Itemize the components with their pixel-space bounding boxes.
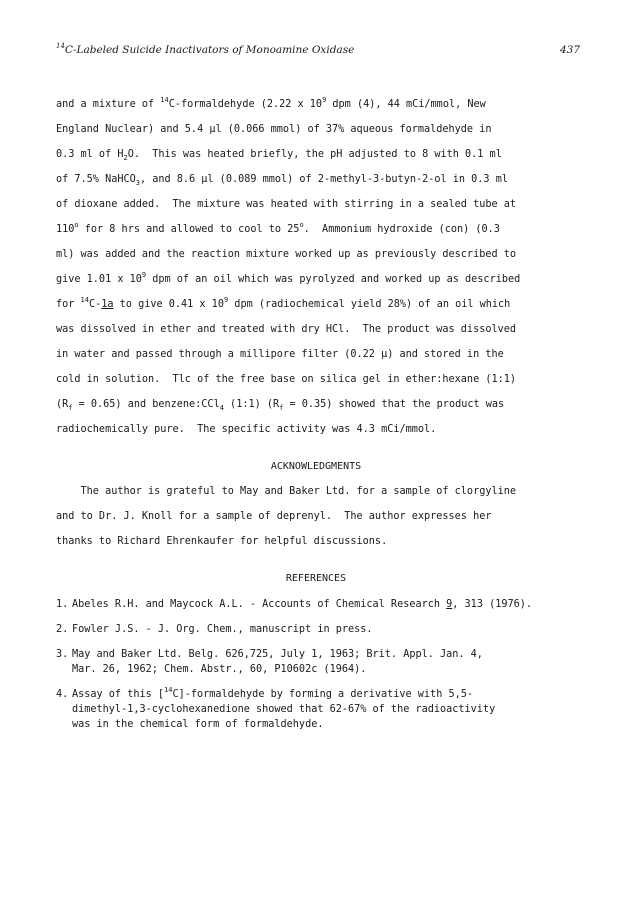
text-line: and a mixture of $^{14}$C-formaldehyde (2.22 x $10^9$ dpm (4), 44 mCi/mmol, New [56,96,486,110]
acknowledgments-paragraph [56,479,576,554]
text-line: of dioxane added. The mixture was heated with stirring in a sealed tube at [56,199,517,210]
text-line: of 7.5% NaHCO$_3$, and 8.6 µl (0.089 mmol) of 2-methyl-3-butyn-2-ol in 0.3 ml [56,174,508,187]
reference-number: 3. [56,649,69,660]
reference-number: 4. [56,689,69,700]
acknowledgments-heading: ACKNOWLEDGMENTS [270,461,362,472]
experimental-paragraph [56,92,576,442]
text-line: radiochemically pure. The specific activity was 4.3 mCi/mmol. [56,424,437,435]
reference-item [56,647,576,677]
references-list [56,597,576,732]
text-line: 0.3 ml of $H_2O$. This was heated briefly, the pH adjusted to 8 with 0.1 ml [56,149,502,162]
page-number: 437 [559,44,580,56]
running-title-text: C-Labeled Suicide Inactivators of Monoamine Oxidase [64,44,355,56]
text-line: thanks to Richard Ehrenkaufer for helpful discussions. [56,536,388,547]
text-line: The author is grateful to May and Baker Ltd. for a sample of clorgyline [56,486,517,497]
reference-item [56,687,576,732]
reference-text: Assay of this [$^{14}$C]-formaldehyde by forming a derivative with 5,5- dimethyl-1,3-cyclohexanedione showed that 62-67% of the radioactivity was in the chemical form of formaldehyde. [72,686,496,730]
reference-text: Fowler J.S. - J. Org. Chem., manuscript in press. [72,624,373,635]
text-line: for $^{14}$C-1a to give 0.41 x $10^9$ dpm (radiochemical yield 28%) of an oil which [56,296,511,310]
text-line: give 1.01 x $10^9$ dpm of an oil which was pyrolyzed and worked up as described [56,271,521,285]
text-line: ml) was added and the reaction mixture worked up as previously described to [56,249,517,260]
running-title [56,44,354,56]
isotope-superscript: 14 [56,42,65,50]
page-body [56,92,576,742]
running-header [56,44,580,64]
reference-item [56,597,576,612]
text-line: England Nuclear) and 5.4 µl (0.066 mmol) of 37% aqueous formaldehyde in [56,124,492,135]
reference-number: 1. [56,599,69,610]
references-heading: REFERENCES [285,573,347,584]
reference-number: 2. [56,624,69,635]
text-line: 110$^o$ for 8 hrs and allowed to cool to 25$^o$. Ammonium hydroxide (con) (0.3 [56,221,500,235]
text-line: cold in solution. Tlc of the free base on silica gel in ether:hexane (1:1) [56,374,517,385]
text-line: $(R_f = 0.65)$ and benzene:CCl$_4$ (1:1) $(R_f = 0.35)$ showed that the product was [56,399,505,412]
reference-text: May and Baker Ltd. Belg. 626,725, July 1, 1963; Brit. Appl. Jan. 4, Mar. 26, 1962; Chem. Abstr., 60, P10602c (1964). [72,649,483,675]
text-line: and to Dr. J. Knoll for a sample of deprenyl. The author expresses her [56,511,492,522]
text-line: was dissolved in ether and treated with dry HCl. The product was dissolved [56,324,517,335]
reference-text: Abeles R.H. and Maycock A.L. - Accounts of Chemical Research 9, 313 (1976). [72,599,533,610]
text-line: in water and passed through a millipore filter (0.22 µ) and stored in the [56,349,504,360]
reference-item [56,622,576,637]
